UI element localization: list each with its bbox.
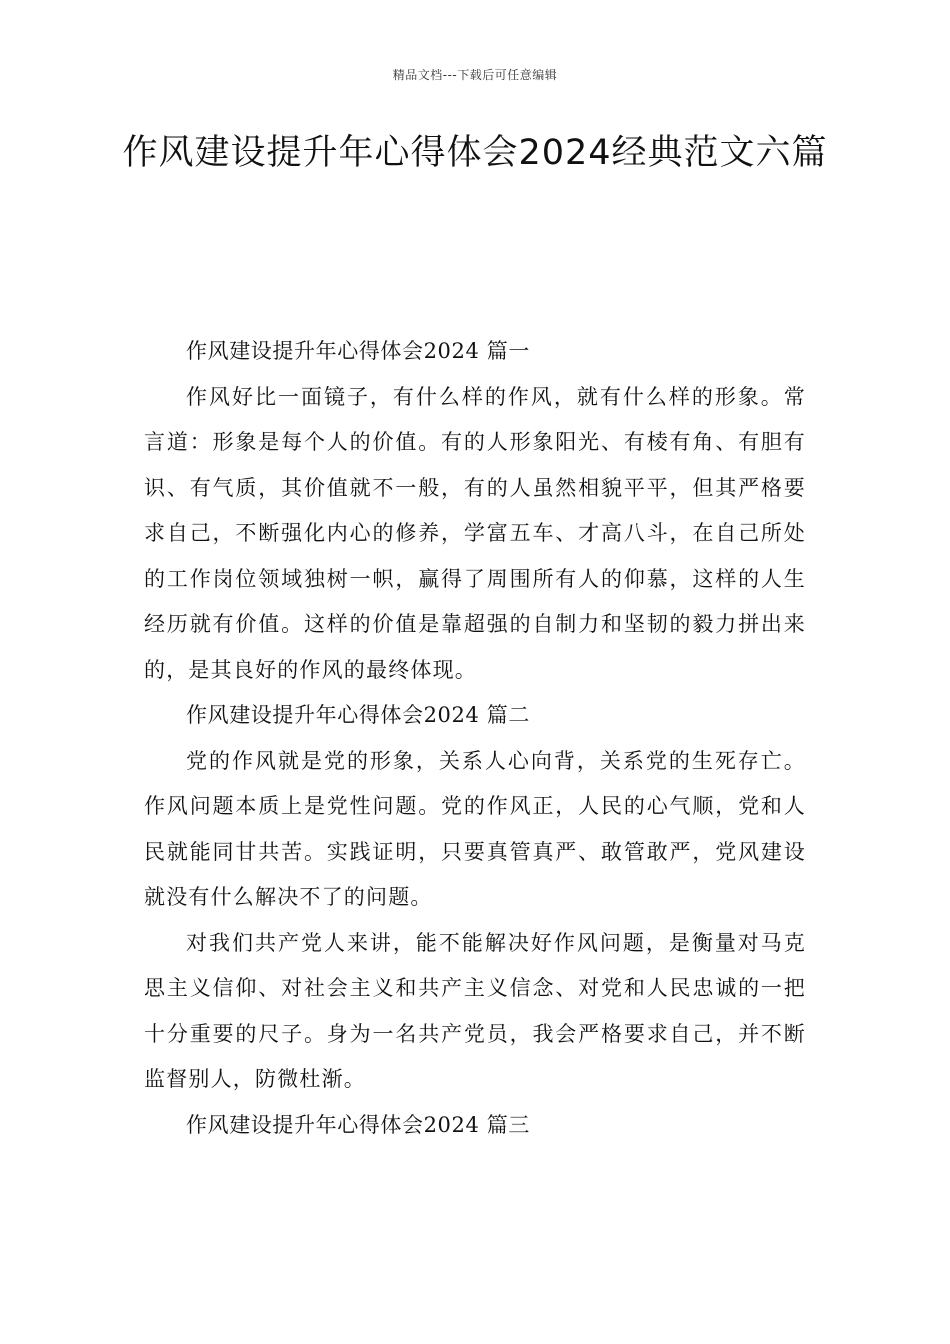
section-heading-3: 作风建设提升年心得体会2024 篇三: [186, 1112, 530, 1137]
body-paragraph-1: 作风好比一面镜子，有什么样的作风，就有什么样的形象。常言道：形象是每个人的价值。有的人形象阳光、有棱有角、有胆有识、有气质，其价值就不一般，有的人虽然相貌平平，但其严格要求自己，不断强化内心的修养，学富五车、才高八斗，在自己所处的工作岗位领域独树一帜，赢得了周围所有人的仰慕，这样的人生经历就有价值。这样的价值是靠超强的自制力和坚韧的毅力拼出来的，是其良好的作风的最终体现。: [144, 384, 806, 682]
document-body: [144, 329, 806, 1148]
body-paragraph-3: 对我们共产党人来讲，能不能解决好作风问题，是衡量对马克思主义信仰、对社会主义和共产主义信念、对党和人民忠诚的一把十分重要的尺子。身为一名共产党员，我会严格要求自己，并不断监督别人，防微杜渐。: [144, 930, 806, 1091]
section-heading-1: 作风建设提升年心得体会2024 篇一: [186, 339, 530, 363]
document-title: 作风建设提升年心得体会2024经典范文六篇: [122, 133, 828, 173]
body-paragraph-2: 党的作风就是党的形象，关系人心向背，关系党的生死存亡。作风问题本质上是党性问题。党的作风正，人民的心气顺，党和人民就能同甘共苦。实践证明，只要真管真严、敢管敢严，党风建设就没有什么解决不了的问题。: [144, 748, 806, 909]
header-note: 精品文档---下载后可任意编辑: [392, 68, 558, 82]
section-heading-2: 作风建设提升年心得体会2024 篇二: [186, 703, 530, 727]
